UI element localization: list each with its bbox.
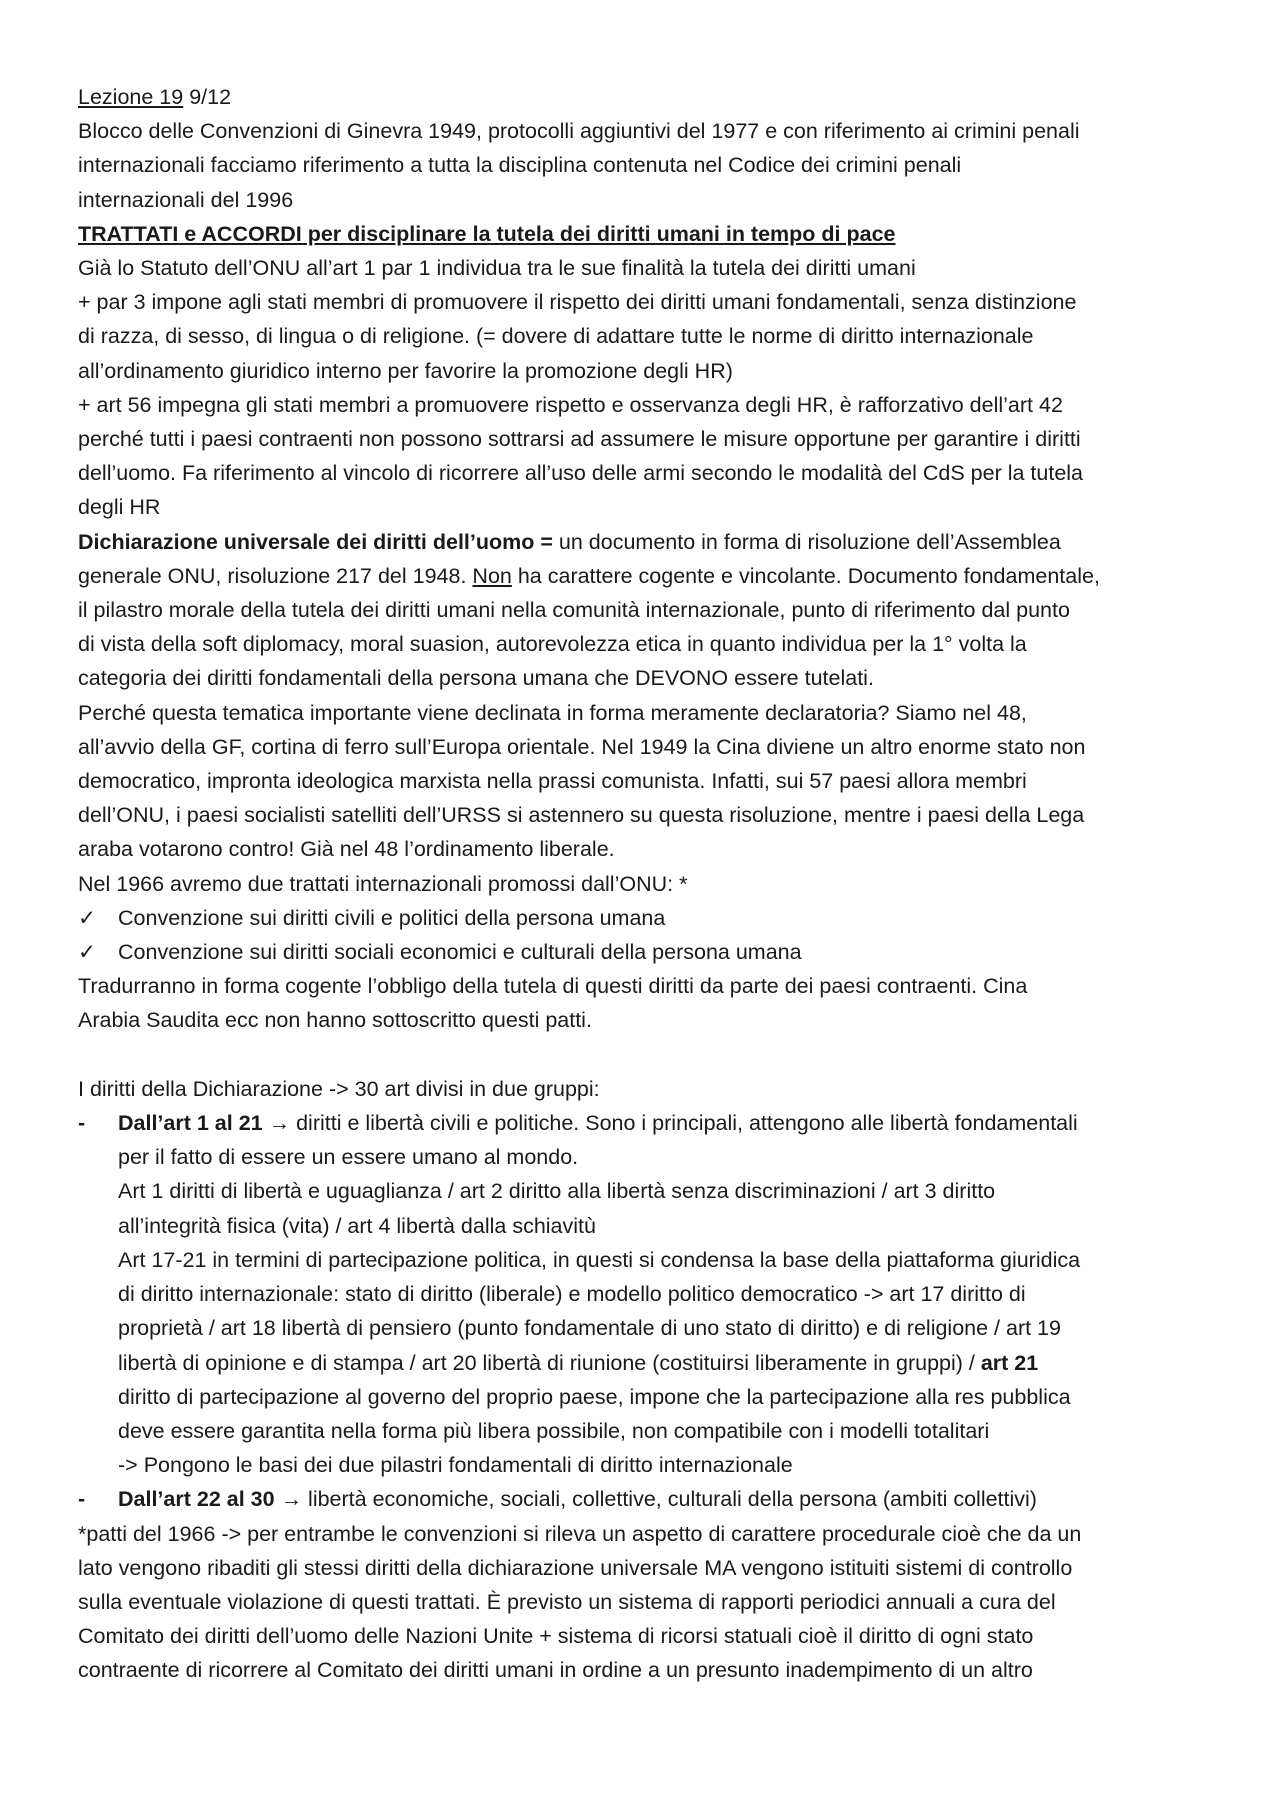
- dash-bullet: -: [78, 1487, 86, 1512]
- dichiarazione-text: un documento in forma di risoluzione dell’Assemblea: [552, 529, 1061, 554]
- intro-line: internazionali del 1996: [78, 187, 294, 212]
- list-item: [78, 1482, 1208, 1516]
- gruppo-line: all’integrità fisica (vita) / art 4 libertà dalla schiavitù: [118, 1213, 596, 1238]
- convenzione-text: Convenzione sui diritti sociali economici e culturali della persona umana: [118, 940, 802, 965]
- document-page: [78, 80, 1208, 1688]
- underlined-word: Non: [472, 563, 512, 588]
- statuto-line: + art 56 impegna gli stati membri a promuovere rispetto e osservanza degli HR, è rafforzativo dell’art 42: [78, 392, 1063, 417]
- checkmark-icon: ✓: [78, 940, 97, 965]
- gruppo-text: libertà di opinione e di stampa / art 20 libertà di riunione (costituirsi liberamente in gruppi) /: [118, 1350, 981, 1375]
- statuto-line: perché tutti i paesi contraenti non possono sottrarsi ad assumere le misure opportune per garantire i diritti: [78, 427, 1081, 452]
- intro-line: internazionali facciamo riferimento a tutta la disciplina contenuta nel Codice dei crimini penali: [78, 153, 962, 178]
- gruppo-text: diritti e libertà civili e politiche. Sono i principali, attengono alle libertà fondamentali: [290, 1111, 1078, 1136]
- dichiarazione-line: [78, 559, 1208, 593]
- gruppo-title: Dall’art 22 al 30: [118, 1487, 275, 1512]
- gruppo-line: di diritto internazionale: stato di diritto (liberale) e modello politico democratico -> art 17 diritto di: [118, 1282, 1026, 1307]
- patti-line: contraente di ricorrere al Comitato dei diritti umani in ordine a un presunto inadempimento di un altro: [78, 1658, 1033, 1683]
- perche-line: democratico, impronta ideologica marxista nella prassi comunista. Infatti, sui 57 paesi allora membri: [78, 769, 1027, 794]
- perche-line: dell’ONU, i paesi socialisti satelliti dell’URSS si astennero su questa risoluzione, mentre i paesi della Lega: [78, 803, 1085, 828]
- dichiarazione-line: di vista della soft diplomacy, moral suasion, autorevolezza etica in quanto individua per la 1° volta la: [78, 632, 1027, 657]
- patti-line: *patti del 1966 -> per entrambe le convenzioni si rileva un aspetto di carattere procedurale cioè che da un: [78, 1521, 1082, 1546]
- perche-line: araba votarono contro! Già nel 48 l’ordinamento liberale.: [78, 837, 615, 862]
- arrow-icon: →: [268, 1111, 291, 1136]
- bold-term: art 21: [980, 1350, 1039, 1375]
- gruppo-title: Dall’art 1 al 21: [118, 1111, 263, 1136]
- gruppo-line: deve essere garantita nella forma più libera possibile, non compatibile con i modelli totalitari: [118, 1418, 990, 1443]
- statuto-line: degli HR: [78, 495, 161, 520]
- patti-line: lato vengono ribaditi gli stessi diritti della dichiarazione universale MA vengono istituiti sistemi di controllo: [78, 1555, 1073, 1580]
- dichiarazione-line: [78, 525, 1208, 559]
- tradurranno-line: Arabia Saudita ecc non hanno sottoscritto questi patti.: [78, 1008, 592, 1033]
- perche-line: all’avvio della GF, cortina di ferro sull’Europa orientale. Nel 1949 la Cina diviene un altro enorme stato non: [78, 734, 1086, 759]
- arrow-icon: →: [280, 1487, 303, 1512]
- gruppo-line: per il fatto di essere un essere umano al mondo.: [118, 1145, 579, 1170]
- gruppo-text: libertà economiche, sociali, collettive, culturali della persona (ambiti collettivi): [302, 1487, 1037, 1512]
- lesson-header: [78, 80, 1208, 114]
- list-item: [78, 935, 1208, 969]
- perche-line: Nel 1966 avremo due trattati internazionali promossi dall’ONU: *: [78, 871, 688, 896]
- gruppo-line: -> Pongono le basi dei due pilastri fondamentali di diritto internazionale: [118, 1453, 793, 1478]
- list-item: [78, 901, 1208, 935]
- dichiarazione-text: ha carattere cogente e vincolante. Documento fondamentale,: [511, 563, 1100, 588]
- perche-line: Perché questa tematica importante viene declinata in forma meramente declaratoria? Siamo nel 48,: [78, 700, 1027, 725]
- intro-line: Blocco delle Convenzioni di Ginevra 1949, protocolli aggiuntivi del 1977 e con riferimento ai crimini penali: [78, 119, 1080, 144]
- gruppo-line: [78, 1346, 1208, 1380]
- patti-line: Comitato dei diritti dell’uomo delle Nazioni Unite + sistema di ricorsi statuali cioè il diritto di ogni stato: [78, 1624, 1034, 1649]
- dichiarazione-text: generale ONU, risoluzione 217 del 1948.: [78, 563, 473, 588]
- gruppo-line: proprietà / art 18 libertà di pensiero (punto fondamentale di uno stato di diritto) e di religione / art 19: [118, 1316, 1061, 1341]
- tradurranno-line: Tradurranno in forma cogente l’obbligo della tutela di questi diritti da parte dei paesi contraenti. Cina: [78, 974, 1028, 999]
- dash-bullet: -: [78, 1111, 86, 1136]
- statuto-line: di razza, di sesso, di lingua o di religione. (= dovere di adattare tutte le norme di diritto internazionale: [78, 324, 1034, 349]
- patti-line: sulla eventuale violazione di questi trattati. È previsto un sistema di rapporti periodici annuali a cura del: [78, 1589, 1056, 1614]
- statuto-line: all’ordinamento giuridico interno per favorire la promozione degli HR): [78, 358, 733, 383]
- dichiarazione-term: Dichiarazione universale dei diritti dell’uomo =: [78, 529, 553, 554]
- lesson-date: 9/12: [189, 85, 232, 109]
- convenzione-text: Convenzione sui diritti civili e politici della persona umana: [118, 905, 666, 930]
- gruppo-line: Art 1 diritti di libertà e uguaglianza / art 2 diritto alla libertà senza discriminazioni / art 3 diritto: [118, 1179, 996, 1204]
- lesson-label: Lezione 19: [78, 85, 184, 109]
- section-heading: TRATTATI e ACCORDI per disciplinare la tutela dei diritti umani in tempo di pace: [78, 221, 896, 246]
- dichiarazione-line: categoria dei diritti fondamentali della persona umana che DEVONO essere tutelati.: [78, 666, 874, 691]
- list-item: [78, 1106, 1208, 1140]
- statuto-line: + par 3 impone agli stati membri di promuovere il rispetto dei diritti umani fondamentali, senza distinzione: [78, 290, 1077, 315]
- statuto-line: Già lo Statuto dell’ONU all’art 1 par 1 individua tra le sue finalità la tutela dei diritti umani: [78, 256, 916, 281]
- gruppi-intro: I diritti della Dichiarazione -> 30 art divisi in due gruppi:: [78, 1076, 600, 1101]
- blank-line: [78, 1038, 1208, 1072]
- statuto-line: dell’uomo. Fa riferimento al vincolo di ricorrere all’uso delle armi secondo le modalità del CdS per la tutela: [78, 461, 1084, 486]
- checkmark-icon: ✓: [78, 905, 97, 930]
- dichiarazione-line: il pilastro morale della tutela dei diritti umani nella comunità internazionale, punto di riferimento dal punto: [78, 598, 1070, 623]
- gruppo-line: Art 17-21 in termini di partecipazione politica, in questi si condensa la base della piattaforma giuridica: [118, 1247, 1081, 1272]
- gruppo-line: diritto di partecipazione al governo del proprio paese, impone che la partecipazione alla res pubblica: [118, 1384, 1071, 1409]
